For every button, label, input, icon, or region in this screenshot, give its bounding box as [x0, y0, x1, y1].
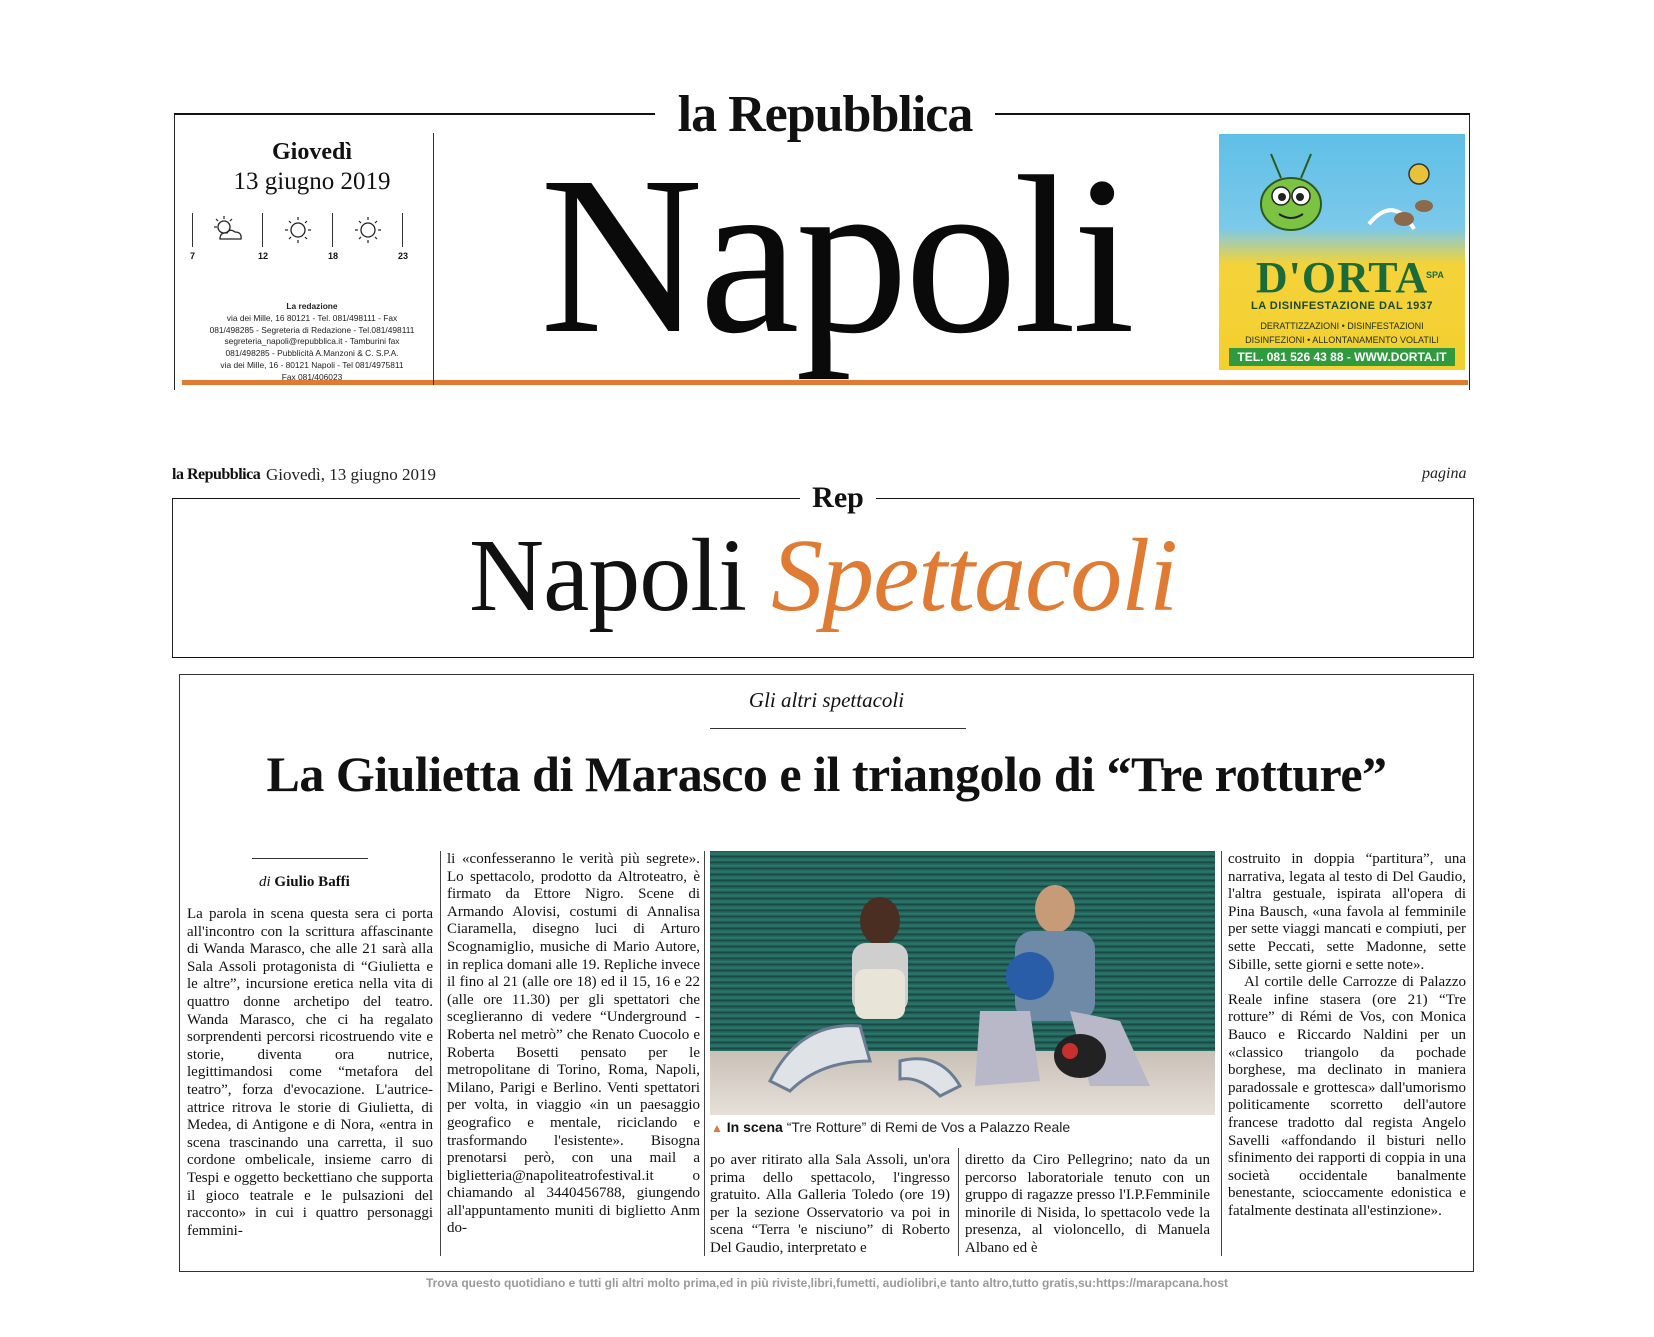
article-column-4 [965, 1152, 1210, 1256]
column-separator [440, 851, 441, 1256]
rep-tag: Rep [800, 480, 876, 516]
page-header-date: Giovedì, 13 giugno 2019 [266, 465, 436, 484]
redazione-contacts [190, 301, 434, 384]
article-column-5 [1228, 851, 1466, 1256]
weather-strip [190, 213, 434, 263]
section-title [172, 516, 1474, 636]
article-paragraph: costruito in doppia “partitura”, una narrativa, legata al testo di Del Gaudio, l'altra gestuale, ispirata all'opera di Pina Bausch, «una favola al femminile per sette viaggi mancati e compiuti, per sette Peccati, sette Madonne, sette Sibille, sette giorni e sette note». [1228, 851, 1466, 973]
article-kicker: Gli altri spettacoli [748, 688, 905, 712]
article-photo [710, 851, 1215, 1115]
ad-services-line: DERATTIZZAZIONI • DISINFESTAZIONI [1260, 321, 1424, 331]
weather-hour: 7 [190, 251, 196, 261]
photo-caption [711, 1119, 1070, 1135]
footer-note: Trova questo quotidiano e tutti gli altri molto prima,ed in più riviste,libri,fumetti, audiolibri,e tanto altro,tutto gratis,su:https://marapcana.host [425, 1276, 1229, 1290]
date-weather-box [190, 133, 434, 385]
mascot-illustration-icon [1219, 134, 1465, 254]
section-title-main: Napoli [469, 518, 747, 633]
kicker-rule [710, 728, 966, 729]
date-full: 13 giugno 2019 [233, 168, 391, 195]
column-separator [1221, 851, 1222, 1256]
redazione-line: 081/498285 - Segreteria di Redazione - Tel.081/498111 [209, 324, 415, 335]
ad-brand: D'ORTA [1255, 253, 1429, 302]
article-byline [259, 874, 350, 891]
byline-prefix: di [259, 874, 271, 890]
redazione-line: via dei Mille, 16 - 80121 Napoli - Tel 081/4975811 [220, 359, 404, 370]
ad-services [1219, 319, 1465, 347]
sun-icon [350, 215, 386, 245]
redazione-title: La redazione [286, 301, 338, 311]
ad-phone: TEL. 081 526 43 88 - WWW.DORTA.IT [1229, 348, 1455, 366]
masthead-city: Napoli [540, 130, 1132, 380]
article-paragraph: li «confesseranno le verità più segrete». Lo spettacolo, prodotto da Altroteatro, è firmato da Ettore Nigro. Scene di Armando Alovisi, costumi di Annalisa Ciaramella, disegno luci di Arturo Scognamiglio, musiche di Mario Autore, in replica domani alle 19. Repliche invece il fino al 21 (alle ore 18) ed il 15, 16 e 22 (alle ore 11.30) per gli spettatori che sceglieranno di vedere “Underground - Roberta nel metrò” che Renato Cuocolo e Roberta Bosetti pensato per le metropolitane di Torino, Roma, Napoli, Milano, Parigi e Berlino. Venti spettatori per volta, in viaggio «in un paesaggio geografico e mentale, riciclando e trasformando l'esistente». Bisogna prenotarsi però, con una mail a biglietteria@napoliteatrofestival.it o chiamando al 3440456788, giungendo all'appuntamento muniti di biglietto Anm do- [447, 851, 700, 1237]
weather-hour: 23 [398, 251, 409, 261]
page-number-label: pagina [1422, 465, 1467, 482]
redazione-line: 081/498285 - Pubblicità A.Manzoni & C. S.P.A. [225, 348, 399, 359]
actors-photo-icon [710, 851, 1215, 1115]
caption-triangle-icon: ▲ [711, 1121, 723, 1135]
date-day: Giovedì [271, 139, 352, 165]
article-paragraph: po aver ritirato alla Sala Assoli, un'ora prima dello spettacolo, l'ingresso gratuito. Alla Galleria Toledo (ore 19) per la sezione Osservatorio va poi in scena “Terra 'e nisciuno” di Roberto Del Gaudio, interpretato e [710, 1152, 950, 1256]
section-title-accent: Spettacoli [771, 518, 1177, 633]
article-headline: La Giulietta di Marasco e il triangolo di “Tre rotture” [266, 746, 1387, 802]
masthead-brand: la Repubblica [655, 86, 995, 144]
caption-lead: In scena [726, 1119, 783, 1135]
redazione-line: Fax 081/406023 [281, 371, 343, 382]
sun-icon [280, 215, 316, 245]
ad-spa: SPA [1426, 270, 1444, 280]
column-separator [704, 851, 705, 1256]
caption-text: “Tre Rotture” di Remi de Vos a Palazzo Reale [782, 1119, 1071, 1135]
article-column-2 [447, 851, 700, 1256]
article-paragraph: diretto da Ciro Pellegrino; nato da un percorso laboratoriale tenuto con un gruppo di ragazze presso l'I.P.Femminile minorile di Nisida, lo spettacolo vede la presenza, al violoncello, di Manuela Albano ed è [965, 1152, 1210, 1256]
ad-services-line: DISINFEZIONI • ALLONTANAMENTO VOLATILI [1245, 335, 1439, 345]
article-column-3 [710, 1152, 950, 1256]
redazione-line: segreteria_napoli@repubblica.it - Tamburini fax [224, 336, 400, 347]
dorta-advertisement[interactable] [1219, 134, 1465, 370]
weather-hour: 18 [328, 251, 339, 261]
article-paragraph: La parola in scena questa sera ci porta all'incontro con la scrittura affascinante di Wanda Marasco, che alle 21 sarà alla Sala Assoli protagonista di “Giulietta e le altre”, incursione eretica nella vita di quattro donne archetipo del teatro. Wanda Marasco, che ci ha regalato sorprendenti percorsi ricostruendo vite e storie, diventa ora nutrice, legittimandosi come “metafora del teatro”, forza d'evocazione. L'autrice-attrice ritrova le storie di Giulietta, di Medea, di Antigone e di Nora, «entra in scena trascinando una carretta, il suo cordone ombelicale, insieme carro di Tespi e oggetto beckettiano che supporta il gioco teatrale e le pulsazioni del racconto» in cui i quattro personaggi femmini- [187, 906, 433, 1239]
byline-author: Giulio Baffi [274, 874, 350, 890]
weather-hour: 12 [258, 251, 269, 261]
column-separator [958, 1148, 959, 1256]
sun-cloud-icon [210, 215, 246, 245]
article-paragraph: Al cortile delle Carrozze di Palazzo Reale infine stasera (ore 21) “Tre rotture” di Rémi de Vos, con Monica Bauco e Riccardo Naldini per un «classico triangolo da pochade borghese, ma declinato in maniera paradossale e grottesca» dall'umorismo politicamente scorretto dell'autore francese tradotto dal regista Angelo Savelli «affondando il bisturi nello sfinimento dei rapporti di coppia in una società occidentale banalmente benestante, scioccamente edonistica e fatalmente destinata all'estinzione». [1228, 974, 1466, 1219]
article-column-1 [187, 906, 433, 1256]
byline-rule [252, 858, 368, 859]
ad-tagline: LA DISINFESTAZIONE DAL 1937 [1251, 300, 1433, 312]
redazione-line: via dei Mille, 16 80121 - Tel. 081/498111 - Fax [226, 312, 398, 323]
page-header-brand: la Repubblica [172, 466, 261, 483]
